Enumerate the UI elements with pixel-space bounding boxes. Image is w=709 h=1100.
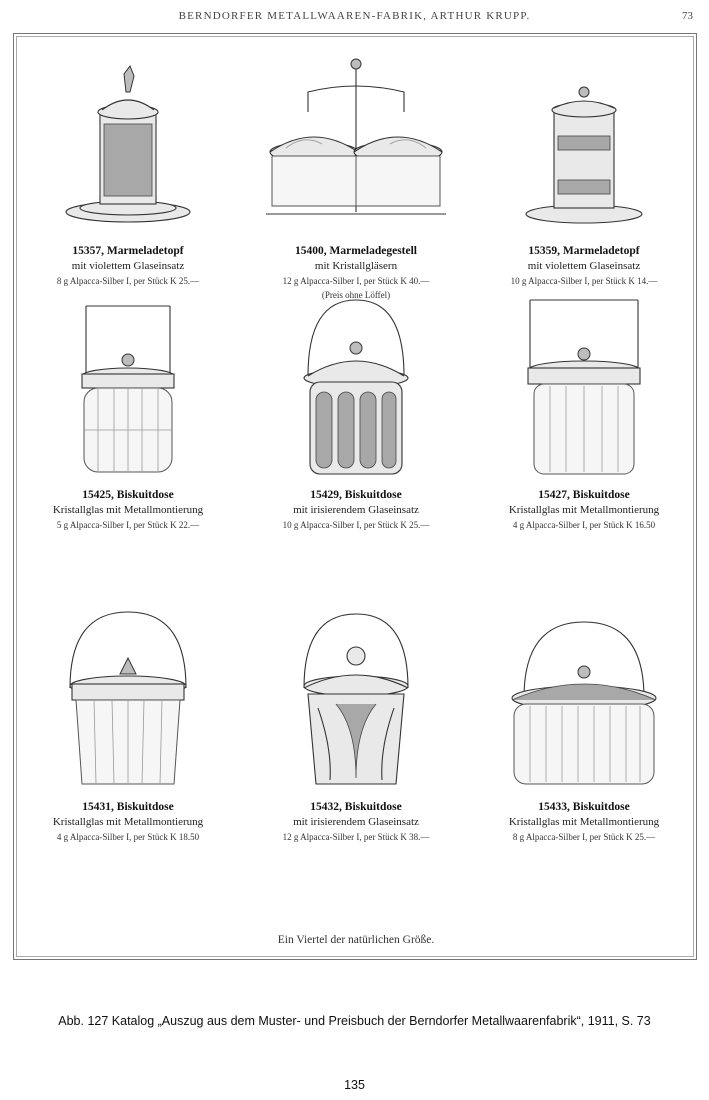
- biscuit-tin-icon: [28, 608, 228, 798]
- biscuit-tin-icon: [256, 296, 456, 486]
- item-price: 4 g Alpacca-Silber I, per Stück K 16.50: [512, 520, 656, 530]
- item-description: Kristallglas mit Metallmontierung: [52, 816, 204, 828]
- item-description: mit irisierendem Glaseinsatz: [293, 504, 419, 516]
- item-title: 15431, Biskuitdose: [82, 801, 174, 813]
- catalog-item: [242, 296, 470, 596]
- item-description: Kristallglas mit Metallmontierung: [52, 504, 204, 516]
- catalog-item: [14, 608, 242, 908]
- biscuit-tin-icon: [256, 608, 456, 798]
- marmalade-stand-icon: [256, 52, 456, 242]
- item-description: Kristallglas mit Metallmontierung: [508, 504, 660, 516]
- item-price: 12 g Alpacca-Silber I, per Stück K 40.—: [282, 276, 430, 286]
- item-title: 15427, Biskuitdose: [538, 489, 630, 501]
- item-price: 8 g Alpacca-Silber I, per Stück K 25.—: [56, 276, 200, 286]
- item-price: 8 g Alpacca-Silber I, per Stück K 25.—: [512, 832, 656, 842]
- biscuit-tin-icon: [484, 608, 684, 798]
- item-title: 15432, Biskuitdose: [310, 801, 402, 813]
- item-price: 4 g Alpacca-Silber I, per Stück K 18.50: [56, 832, 200, 842]
- folio: 135: [344, 1078, 365, 1092]
- item-title: 15359, Marmeladetopf: [528, 245, 640, 257]
- figure-caption: Abb. 127 Katalog „Auszug aus dem Muster- und Preisbuch der Berndorfer Metallwaarenfabrik“, 1911, S. 73: [58, 1014, 651, 1028]
- item-title: 15400, Marmeladegestell: [295, 245, 417, 257]
- plate-footer: Ein Viertel der natürlichen Größe.: [277, 934, 435, 946]
- marmalade-pot-icon: [484, 52, 684, 242]
- item-description: mit irisierendem Glaseinsatz: [293, 816, 419, 828]
- item-price: 10 g Alpacca-Silber I, per Stück K 25.—: [282, 520, 430, 530]
- item-title: 15357, Marmeladetopf: [72, 245, 184, 257]
- running-title: BERNDORFER METALLWAAREN-FABRIK, ARTHUR KRUPP.: [178, 10, 531, 22]
- item-price: 10 g Alpacca-Silber I, per Stück K 14.—: [510, 276, 658, 286]
- item-title: 15429, Biskuitdose: [310, 489, 402, 501]
- biscuit-tin-icon: [28, 296, 228, 486]
- marmalade-pot-icon: [28, 52, 228, 242]
- item-price: 12 g Alpacca-Silber I, per Stück K 38.—: [282, 832, 430, 842]
- item-title: 15425, Biskuitdose: [82, 489, 174, 501]
- item-description: Kristallglas mit Metallmontierung: [508, 816, 660, 828]
- catalog-item: [470, 296, 698, 596]
- catalog-item: [14, 296, 242, 596]
- running-head: [0, 10, 709, 28]
- biscuit-tin-icon: [484, 296, 684, 486]
- catalog-item: [470, 608, 698, 908]
- catalog-item: [242, 608, 470, 908]
- item-description: mit violettem Glaseinsatz: [527, 260, 641, 272]
- item-price: 5 g Alpacca-Silber I, per Stück K 22.—: [56, 520, 200, 530]
- item-description: mit Kristallgläsern: [314, 260, 398, 272]
- catalog-page-number: 73: [682, 10, 693, 22]
- item-title: 15433, Biskuitdose: [538, 801, 630, 813]
- item-description: mit violettem Glaseinsatz: [71, 260, 185, 272]
- item-note: (Preis ohne Löffel): [321, 290, 391, 300]
- catalog-plate: [13, 33, 697, 960]
